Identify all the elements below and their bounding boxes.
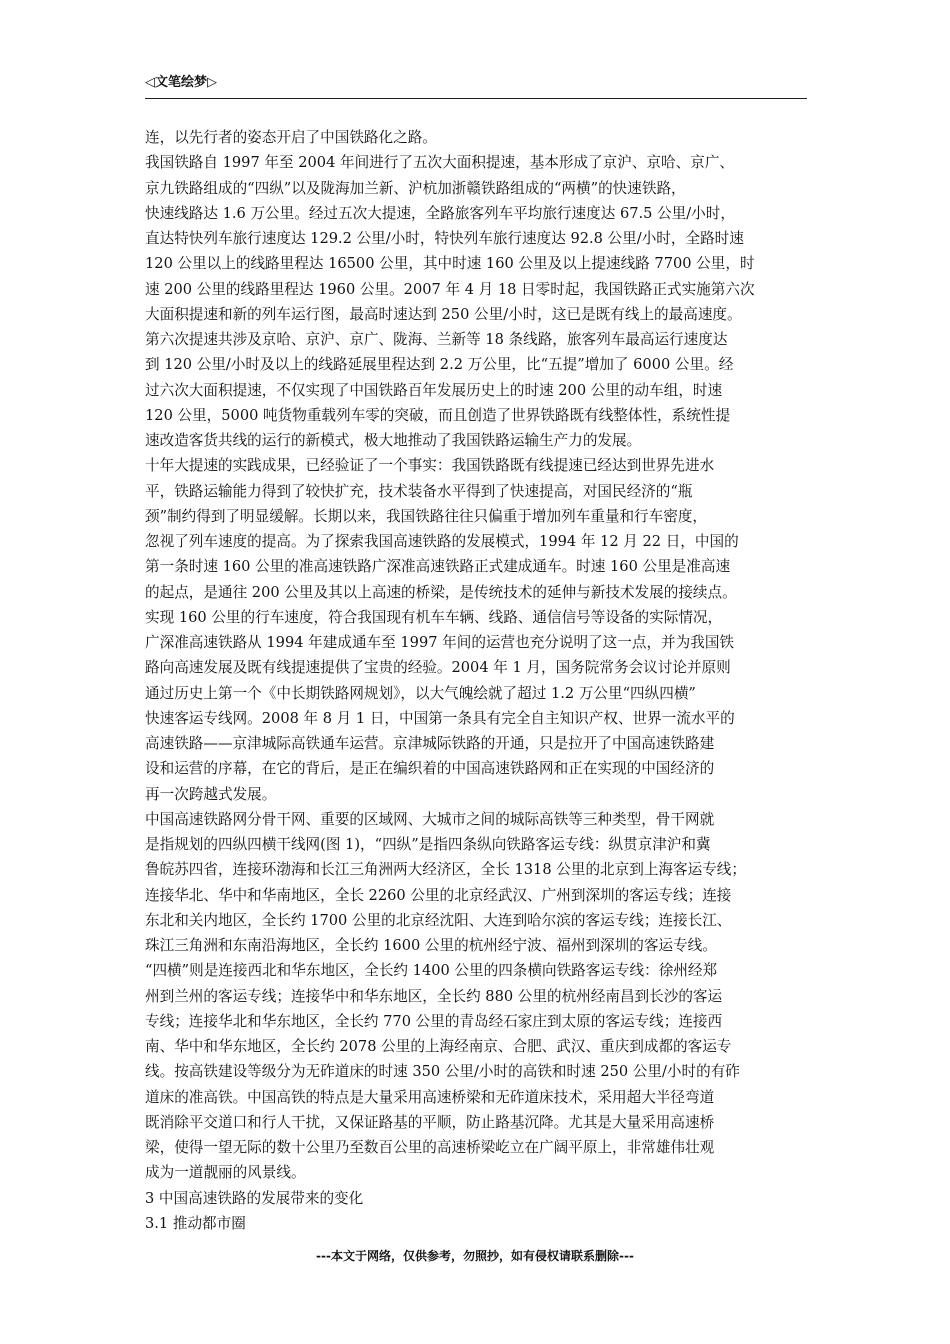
text-line: 颈”制约得到了明显缓解。长期以来，我国铁路往往只偏重于增加列车重量和行车密度， [145,507,708,525]
text-line: 忽视了列车速度的提高。为了探索我国高速铁路的发展模式，1994 年 12 月 22 日，中国的 [145,533,739,550]
text-line: 平，铁路运输能力得到了较快扩充，技术装备水平得到了快速提高，对国民经济的“瓶 [145,482,693,500]
text-line: 中国高速铁路网分骨干网、重要的区域网、大城市之间的城际高铁等三种类型，骨干网就 [145,810,715,828]
text-line: 的起点，是通往 200 公里及其以上高速的桥梁，是传统技术的延伸与新技术发展的接续点。 [145,583,737,601]
text-line: 我国铁路自 1997 年至 2004 年间进行了五次大面积提速，基本形成了京沪、京哈、京广、 [145,154,735,172]
text-line: 设和运营的序幕，在它的背后，是正在编织着的中国高速铁路网和正在实现的中国经济的 [145,760,715,778]
brand-logo: ◁文笔绘梦▷ [145,75,217,90]
text-line: 通过历史上第一个《中长期铁路网规划》，以大气魄绘就了超过 1.2 万公里“四纵四横” [145,684,696,702]
text-line: 线。按高铁建设等级分为无砟道床的时速 350 公里/小时的高铁和时速 250 公里/小时的有砟 [145,1063,740,1081]
text-line: 路向高速发展及既有线提速提供了宝贵的经验。2004 年 1 月，国务院常务会议讨论并原则 [145,659,731,677]
text-line: 是指规划的四纵四横干线网(图 1)，“四纵”是指四条纵向铁路客运专线：纵贯京津沪和冀 [145,836,711,853]
text-line: 道床的准高铁。中国高铁的特点是大量采用高速桥梁和无砟道床技术，采用超大半径弯道 [145,1088,715,1106]
text-line: 京九铁路组成的“四纵”以及陇海加兰新、沪杭加浙赣铁路组成的“两横”的快速铁路， [145,179,686,197]
text-line: 过六次大面积提速，不仅实现了中国铁路百年发展历史上的时速 200 公里的动车组，时速 [145,381,723,399]
text-line: 十年大提速的实践成果，已经验证了一个事实：我国铁路既有线提速已经达到世界先进水 [145,457,715,475]
text-line: 速改造客货共线的运行的新模式，极大地推动了我国铁路运输生产力的发展。 [145,432,642,449]
text-line: 实现 160 公里的行车速度，符合我国现有机车车辆、线路、通信信号等设备的实际情况， [145,608,723,626]
text-line: 到 120 公里/小时及以上的线路延展里程达到 2.2 万公里，比“五提”增加了 6000 公里。经 [145,356,734,374]
text-line: “四横”则是连接西北和华东地区，全长约 1400 公里的四条横向铁路客运专线：徐州经郑 [145,962,718,980]
text-line: 高速铁路——京津城际高铁通车运营。京津城际铁路的开通，只是拉开了中国高速铁路建 [145,735,715,752]
text-line: 连，以先行者的姿态开启了中国铁路化之路。 [145,129,437,146]
text-line: 速 200 公里的线路里程达 1960 公里。2007 年 4 月 18 日零时起，我国铁路正式实施第六次 [145,280,755,298]
footer-disclaimer: ---本文于网络，仅供参考，勿照抄，如有侵权请联系删除--- [316,1249,634,1263]
text-line: 东北和关内地区，全长约 1700 公里的北京经沈阳、大连到哈尔滨的客运专线；连接长江、 [145,911,732,929]
text-line: 成为一道靓丽的风景线。 [145,1164,306,1182]
text-line: 第六次提速共涉及京哈、京沪、京广、陇海、兰新等 18 条线路，旅客列车最高运行速度达 [145,331,728,348]
document-body [145,125,807,1236]
page-header [145,72,807,99]
text-line: 大面积提速和新的列车运行图，最高时速达到 250 公里/小时，这已是既有线上的最高速度。 [145,305,742,323]
text-line: 专线；连接华北和华东地区，全长约 770 公里的青岛经石家庄到太原的客运专线；连接西 [145,1012,723,1030]
text-line: 直达特快列车旅行速度达 129.2 公里/小时，特快列车旅行速度达 92.8 公里/小时，全路时速 [145,230,744,247]
text-line: 3.1 推动都市圈 [145,1214,246,1232]
text-line: 再一次跨越式发展。 [145,785,277,803]
text-line: 第一条时速 160 公里的准高速铁路广深准高速铁路正式建成通车。时速 160 公里是准高速 [145,558,731,576]
text-line: 鲁皖苏四省，连接环渤海和长江三角洲两大经济区，全长 1318 公里的北京到上海客运专线； [145,861,746,879]
text-line: 梁，使得一望无际的数十公里乃至数百公里的高速桥梁屹立在广阔平原上，非常雄伟壮观 [145,1139,715,1156]
text-line: 既消除平交道口和行人干扰，又保证路基的平顺，防止路基沉降。尤其是大量采用高速桥 [145,1113,715,1131]
text-line: 快速线路达 1.6 万公里。经过五次大提速，全路旅客列车平均旅行速度达 67.5 公里/小时， [145,204,735,222]
text-line: 连接华北、华中和华南地区，全长 2260 公里的北京经武汉、广州到深圳的客运专线；连接 [145,886,732,904]
text-line: 南、华中和华东地区，全长约 2078 公里的上海经南京、合肥、武汉、重庆到成都的客运专 [145,1038,732,1055]
text-line: 快速客运专线网。2008 年 8 月 1 日，中国第一条具有完全自主知识产权、世界一流水平的 [145,709,735,727]
text-line: 120 公里，5000 吨货物重载列车零的突破，而且创造了世界铁路既有线整体性，系统性提 [145,406,731,424]
text-line: 州到兰州的客运专线；连接华中和华东地区，全长约 880 公里的杭州经南昌到长沙的客运 [145,987,723,1005]
text-line: 120 公里以上的线路里程达 16500 公里，其中时速 160 公里及以上提速线路 7700 公里，时 [145,255,755,273]
text-line: 珠江三角洲和东南沿海地区，全长约 1600 公里的杭州经宁波、福州到深圳的客运专线。 [145,937,717,954]
text-line: 广深准高速铁路从 1994 年建成通车至 1997 年间的运营也充分说明了这一点，并为我国铁 [145,634,735,651]
text-line: 3 中国高速铁路的发展带来的变化 [145,1189,364,1207]
